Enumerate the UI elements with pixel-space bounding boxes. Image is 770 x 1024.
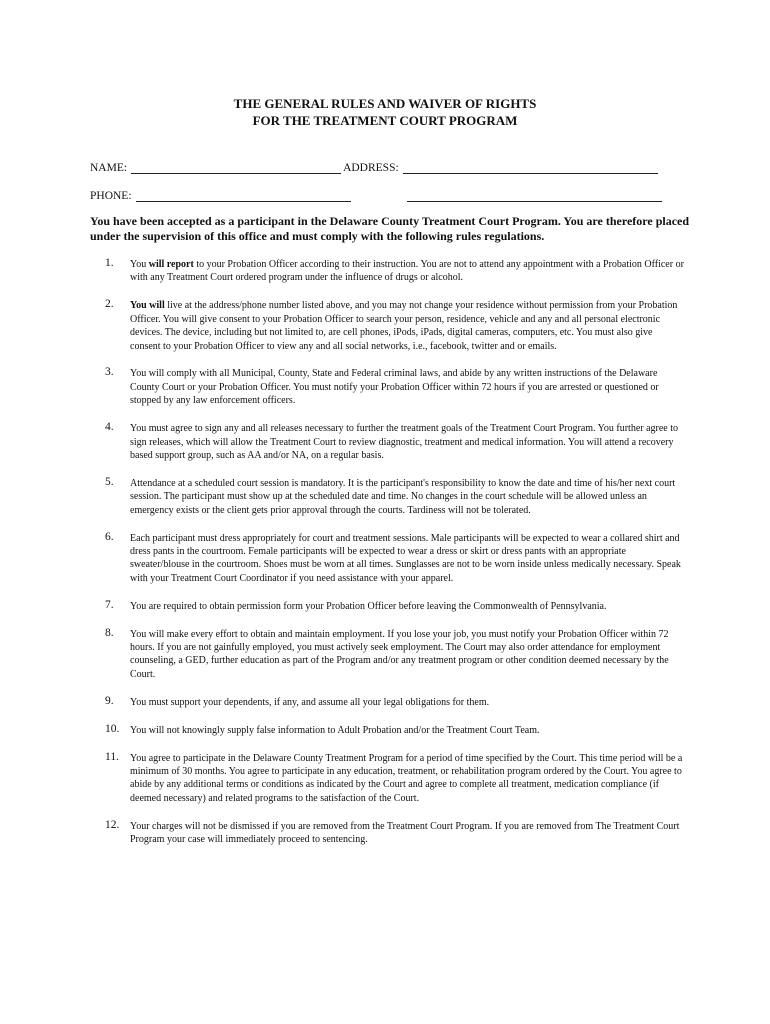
rule-text: You are required to obtain permission form your Probation Officer before leaving the Commonwealth of Pennsylvania. [130, 600, 607, 612]
address-label: ADDRESS: [343, 162, 399, 174]
rule-emphasis: You will [130, 300, 165, 312]
rule-item [105, 628, 685, 682]
rule-text: You agree to participate in the Delaware County Treatment Program for a period of time specified by the Court. This time period will be a minimum of 30 months. You agree to participate in any education, treatment, or rehabilitation program ordered by the Court. You agree to abide by any additional terms or conditions as indicated by the Court and agree to complete all treatment, medication compliance (if deemed necessary) and related programs to the satisfaction of the Court. [130, 752, 683, 804]
title-line-1: THE GENERAL RULES AND WAIVER OF RIGHTS [233, 96, 537, 111]
rule-lead-text: You [130, 259, 149, 270]
rule-number: 12. [105, 818, 120, 831]
rule-number: 10. [105, 722, 120, 735]
rule-text: You must support your dependents, if any, and assume all your legal obligations for them. [130, 696, 490, 708]
rule-item [105, 477, 685, 517]
document-title [0, 95, 770, 129]
address-line-2-field[interactable] [407, 190, 662, 202]
rule-text: Each participant must dress appropriately for court and treatment sessions. Male participants will be expected to wear a collared shirt and dress pants in the courtroom. Female participants will be expected to wear a dress or skirt or dress pants with an appropriate sweater/blouse in the courtroom. Shoes must be worn at all times. Sunglasses are not to be worn inside unless medically necessary. Speak with your Treatment Court Coordinator if you need assistance with your apparel. [130, 532, 681, 584]
rule-number: 2. [105, 298, 114, 311]
phone-label: PHONE: [90, 190, 132, 202]
rule-text: You will comply with all Municipal, County, State and Federal criminal laws, and abide by any written instructions of the Delaware County Court or your Probation Officer. You must notify your Probation Officer within 72 hours if you are arrested or questioned or stopped by any law enforcement officers. [130, 368, 659, 407]
rule-number: 11. [105, 750, 119, 763]
rule-item [105, 752, 685, 806]
phone-field[interactable] [136, 190, 351, 202]
rule-item [105, 532, 685, 586]
name-label: NAME: [90, 162, 128, 174]
rule-text: live at the address/phone number listed above, and you may not change your residence without permission from your Probation Officer. You will give consent to your Probation Officer to search your person, residence, vehicle and any and all personal electronic devices. The device, including but not limited to, are cell phones, iPods, iPads, digital cameras, computers, etc. You must also give consent to your Probation Officer to view any and all social networks, i.e., facebook, twitter and or emails. [130, 300, 678, 352]
phone-row [90, 186, 690, 202]
rule-number: 8. [105, 626, 114, 639]
rule-text: Your charges will not be dismissed if you are removed from the Treatment Court Program. If you are removed from The Treatment Court Program your case will immediately proceed to sentencing. [130, 820, 680, 846]
rule-item [105, 696, 685, 709]
rule-item [105, 724, 685, 737]
rule-text: You will not knowingly supply false information to Adult Probation and/or the Treatment Court Team. [130, 724, 540, 736]
rule-number: 6. [105, 530, 114, 543]
rule-number: 1. [105, 257, 114, 269]
address-field[interactable] [403, 162, 658, 174]
rule-item [105, 258, 685, 285]
rule-text: to your Probation Officer according to their instruction. You are not to attend any appointment with a Probation Officer or with any Treatment Court ordered program under the influence of drugs or alcohol. [130, 259, 684, 284]
rule-text: Attendance at a scheduled court session is mandatory. It is the participant's responsibility to know the date and time of his/her next court session. The participant must show up at the scheduled date and time. No changes in the court schedule will be allowed unless an emergency exists or the client gets prior approval through the courts. Tardiness will not be tolerated. [130, 477, 676, 516]
intro-paragraph: You have been accepted as a participant in the Delaware County Treatment Court Program. You are therefore placed under the supervision of this office and must comply with the following rules regulations. [90, 214, 690, 243]
rule-number: 3. [105, 366, 114, 379]
rule-number: 5. [105, 475, 114, 488]
title-line-2: FOR THE TREATMENT COURT PROGRAM [252, 113, 518, 128]
name-address-row [90, 158, 690, 174]
rule-number: 9. [105, 694, 114, 707]
rule-item [105, 422, 685, 462]
rules-list [105, 258, 685, 861]
rule-text: You must agree to sign any and all releases necessary to further the treatment goals of the Treatment Court Program. You further agree to sign releases, which will allow the Treatment Court to review diagnostic, treatment and medical information. You will attend a recovery based support group, such as AA and/or NA, on a regular basis. [130, 423, 679, 461]
rule-number: 4. [105, 421, 114, 434]
rule-emphasis: will report [148, 259, 194, 270]
rule-item [105, 299, 685, 353]
rule-item [105, 820, 685, 847]
rule-number: 7. [105, 598, 114, 611]
rule-item [105, 367, 685, 407]
name-field[interactable] [131, 162, 341, 174]
rule-item [105, 600, 685, 613]
rule-text: You will make every effort to obtain and maintain employment. If you lose your job, you must notify your Probation Officer within 72 hours. If you are not gainfully employed, you must actively seek employment. The Court may also order attendance for employment counseling, a GED, further education as part of the Program and/or any treatment program or other condition deemed necessary by the Court. [130, 628, 669, 680]
